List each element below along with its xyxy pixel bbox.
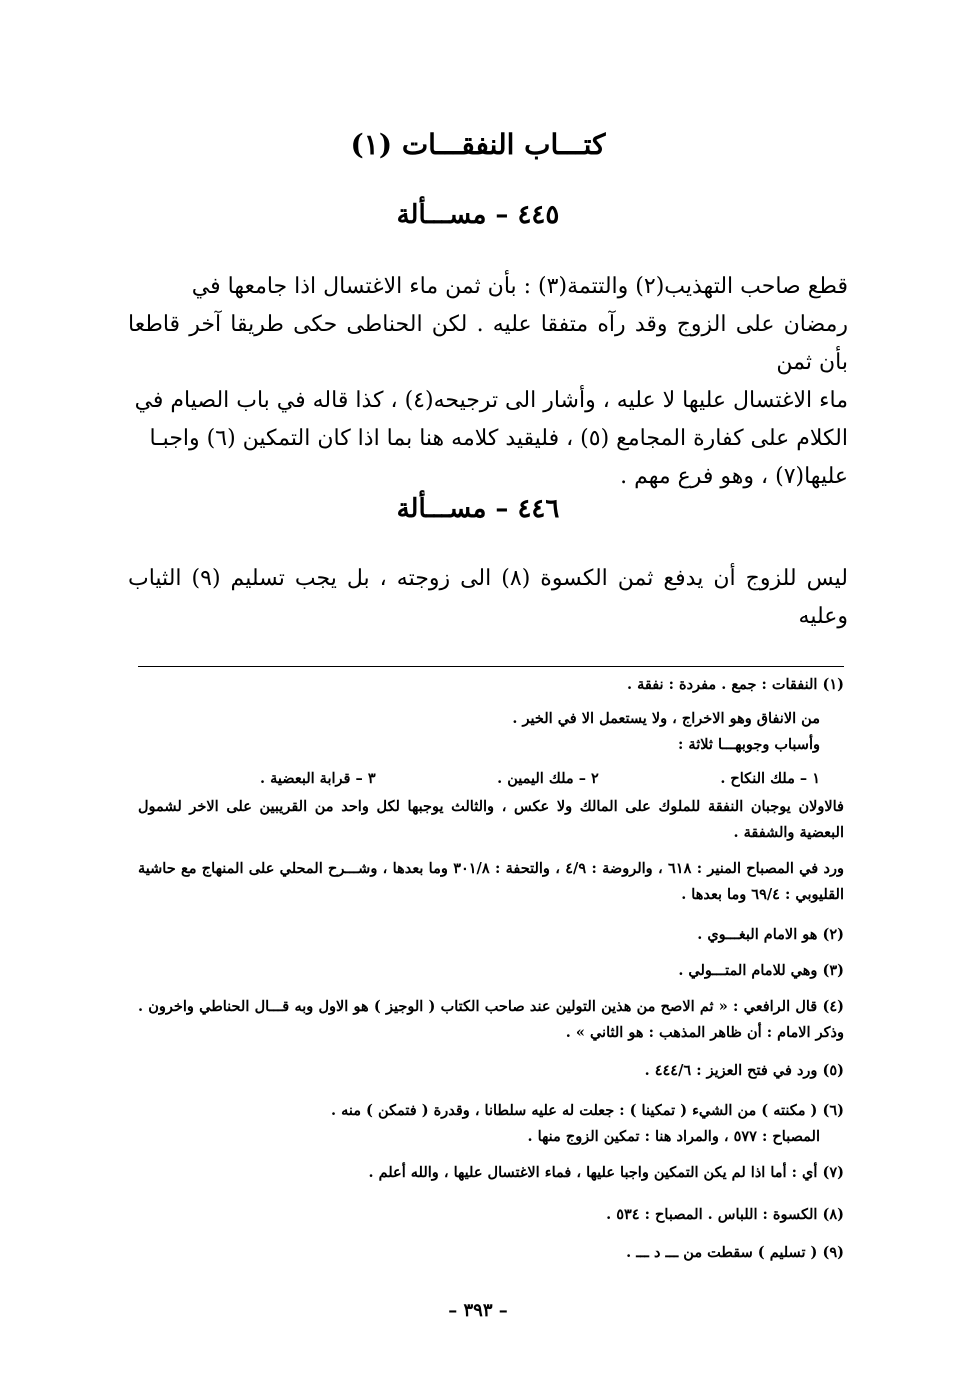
body-line: رمضان على الزوج وقد رآه متفقا عليه . لكن الحناطى حكى طريقا آخر قاطعا بأن ثمن	[128, 312, 848, 375]
footnote-list-item: ٣ – قرابة البعضية .	[260, 770, 376, 787]
footnote-list-row	[260, 766, 820, 792]
section-body-445	[128, 268, 848, 496]
footnote-line: وأسباب وجوبهـــا ثلاثة :	[678, 736, 820, 753]
body-line: ماء الاغتسال عليها لا عليه ، وأشار الى ترجيحه(٤) ، كذا قاله في باب الصيام في	[134, 388, 848, 413]
footnote-separator	[138, 666, 844, 667]
footnote-line: المصباح : ٥٧٧ ، والمراد هنا : تمكين الزوج منها .	[527, 1128, 820, 1145]
page-number: – ٣٩٣ –	[448, 1300, 508, 1321]
footnote-5	[138, 1058, 844, 1084]
section-heading-446: ٤٤٦ – مســـألة	[396, 494, 560, 524]
body-line: قطع صاحب التهذيب(٢) والتتمة(٣) : بأن ثمن ماء الاغتسال اذا جامعها في	[191, 274, 848, 299]
footnote-7	[138, 1160, 844, 1186]
body-line: ليس للزوج أن يدفع ثمن الكسوة (٨) الى زوجته ، بل يجب تسليم (٩) الثياب وعليه	[128, 566, 848, 629]
footnote-8	[138, 1202, 844, 1228]
body-line: الكلام على كفارة المجامع (٥) ، فليقيد كلامه هنا بما اذا كان التمكين (٦) واجبـا	[149, 426, 848, 451]
footnote-3	[138, 958, 844, 984]
footnote-line: (٦) ( مكنته ) من الشيء ( تمكينا ) : جعلت له عليه سلطانا ، وقدرة ( فتمكن ) منه .	[330, 1102, 844, 1119]
footnote-line: (٩) ( تسليم ) سقطت من ـــ د ـــ .	[626, 1244, 844, 1261]
footnote-paragraph: (٤) قال الرافعي : « ثم الاصح من هذين التولين عند صاحب الكتاب ( الوجيز ) هو الاول وبه قـــال الحناطي واخرون . وذكر الامام : أن ظاهر المذهب : هو الثاني » .	[138, 998, 844, 1041]
footnote-2	[138, 922, 844, 948]
footnote-list-item: ١ – ملك النكاح .	[720, 770, 820, 787]
section-body-446	[128, 560, 848, 636]
footnote-line: (٧) أي : أما اذا لم يكن التمكين واجبا عليها ، فماء الاغتسال عليها ، والله أعلم .	[368, 1164, 844, 1181]
footnote-line: (٢) هو الامام البغـــوي .	[697, 926, 844, 943]
section-heading-445: ٤٤٥ – مســـألة	[396, 200, 560, 230]
footnote-list-item: ٢ – ملك اليمين .	[497, 770, 599, 787]
footnote-1-sources	[138, 856, 844, 908]
footnote-line: من الانفاق وهو الاخراج ، ولا يستعمل الا في الخير .	[512, 710, 820, 727]
footnote-1	[138, 672, 844, 698]
footnote-1-explanation	[138, 794, 844, 846]
chapter-title: كتـــاب النفقـــات (١)	[350, 128, 606, 161]
footnote-1-body	[138, 706, 820, 758]
footnote-4	[138, 994, 844, 1046]
footnote-line: (١) النفقات : جمع . مفردة : نفقة .	[627, 676, 844, 693]
footnote-1-list	[138, 766, 820, 792]
footnote-9	[138, 1240, 844, 1266]
footnote-paragraph: فالاولان يوجبان النفقة للملوك على المالك ولا عكس ، والثالث يوجبها لكل واحد من القريبين على الاخر لشمول البعضية والشفقة .	[138, 798, 844, 841]
footnote-paragraph: ورد في المصباح المنير : ٦١٨ ، والروضة : ٤/٩ ، والتحفة : ٣٠١/٨ وما بعدها ، وشـــرح المحلي على المنهاج مع حاشية القليوبي : ٦٩/٤ وما بعدها .	[138, 860, 844, 903]
footnote-line: (٥) ورد في فتح العزيز : ٤٤٤/٦ .	[644, 1062, 844, 1079]
footnote-line: (٨) الكسوة : اللباس . المصباح : ٥٣٤ .	[606, 1206, 844, 1223]
body-line: عليها(٧) ، وهو فرع مهم .	[620, 464, 848, 489]
footnote-6	[138, 1098, 844, 1124]
footnote-6-cont	[138, 1124, 820, 1150]
footnote-line: (٣) وهي للامام المتـــولي .	[678, 962, 844, 979]
